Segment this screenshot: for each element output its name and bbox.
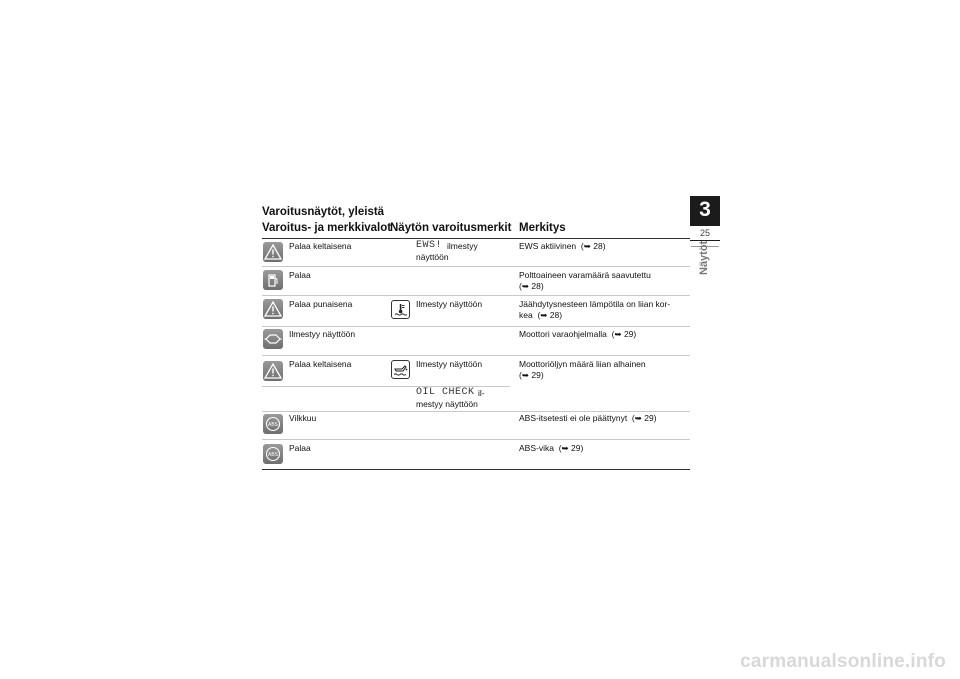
engine-icon xyxy=(263,329,283,349)
row5-meaning-ref: (➥ 29) xyxy=(519,370,544,380)
row2-meaning: Polttoaineen varamäärä saavutettu xyxy=(519,270,651,280)
arrow-icon: ➥ xyxy=(561,443,569,453)
warning-triangle-icon xyxy=(263,361,283,381)
watermark: carmanualsonline.info xyxy=(740,651,946,672)
row6-meaning: ABS-itsetesti ei ole päättynyt (➥ 29) xyxy=(519,413,657,423)
arrow-icon: ➥ xyxy=(634,413,642,423)
page-title: Varoitusnäytöt, yleistä xyxy=(262,206,385,218)
table-bottom-rule xyxy=(262,469,690,470)
row1-display-code: EWS! xyxy=(416,240,443,251)
chapter-number: 3 xyxy=(699,198,711,221)
warning-triangle-icon xyxy=(263,299,283,319)
row6-indicator-text: Vilkkuu xyxy=(289,413,317,423)
arrow-icon: ➥ xyxy=(614,329,622,339)
row4-meaning: Moottori varaohjelmalla (➥ 29) xyxy=(519,329,637,339)
header-meaning: Merkitys xyxy=(519,222,566,234)
header-rule xyxy=(262,238,690,239)
page-number-box xyxy=(690,226,720,240)
row5-display-code: OIL CHECK xyxy=(416,387,475,398)
header-display-symbols: Näytön varoitusmerkit xyxy=(390,222,512,234)
arrow-icon: ➥ xyxy=(540,310,548,320)
row-divider xyxy=(262,266,690,267)
row5-indicator-text: Palaa keltaisena xyxy=(289,359,352,369)
header-indicators: Varoitus- ja merkkivalot xyxy=(262,222,392,234)
row5-meaning: Moottoriöljyn määrä liian alhainen xyxy=(519,359,646,369)
page-number: 25 xyxy=(699,228,710,238)
row1-display-text: ilmestyy xyxy=(447,241,478,251)
abs-icon xyxy=(263,444,283,464)
svg-text:ABS: ABS xyxy=(267,422,279,428)
warning-triangle-icon xyxy=(263,242,283,262)
row7-indicator-text: Palaa xyxy=(289,443,311,453)
row1-display-text-2: näyttöön xyxy=(416,252,449,262)
row3-indicator-text: Palaa punaisena xyxy=(289,299,353,309)
row4-indicator-text: Ilmestyy näyttöön xyxy=(289,329,356,339)
row-divider xyxy=(262,411,690,412)
arrow-icon: ➥ xyxy=(583,241,591,251)
arrow-icon: ➥ xyxy=(521,370,529,380)
oil-level-icon xyxy=(391,360,410,379)
row5-display-text-b: il- xyxy=(478,388,485,398)
row7-meaning: ABS-vika (➥ 29) xyxy=(519,443,584,453)
row3-meaning-2: kea (➥ 28) xyxy=(519,310,563,320)
row-divider xyxy=(262,295,690,296)
coolant-temperature-icon xyxy=(391,300,410,319)
row1-meaning: EWS aktiivinen (➥ 28) xyxy=(519,241,606,251)
svg-text:ABS: ABS xyxy=(267,452,279,458)
row-divider xyxy=(262,355,690,356)
abs-icon xyxy=(263,414,283,434)
arrow-icon: ➥ xyxy=(521,281,529,291)
row3-meaning: Jäähdytysnesteen lämpötila on liian kor- xyxy=(519,299,671,309)
row5-display-text-b2: mestyy näyttöön xyxy=(416,399,478,409)
row-divider xyxy=(262,326,690,327)
row-divider xyxy=(262,439,690,440)
fuel-pump-icon xyxy=(263,270,283,290)
row5-display-text: Ilmestyy näyttöön xyxy=(416,359,483,369)
row2-meaning-ref: (➥ 28) xyxy=(519,281,544,291)
section-label: Näytöt xyxy=(698,240,710,275)
row2-indicator-text: Palaa xyxy=(289,270,311,280)
row3-display-text: Ilmestyy näyttöön xyxy=(416,299,483,309)
row1-indicator-text: Palaa keltaisena xyxy=(289,241,352,251)
